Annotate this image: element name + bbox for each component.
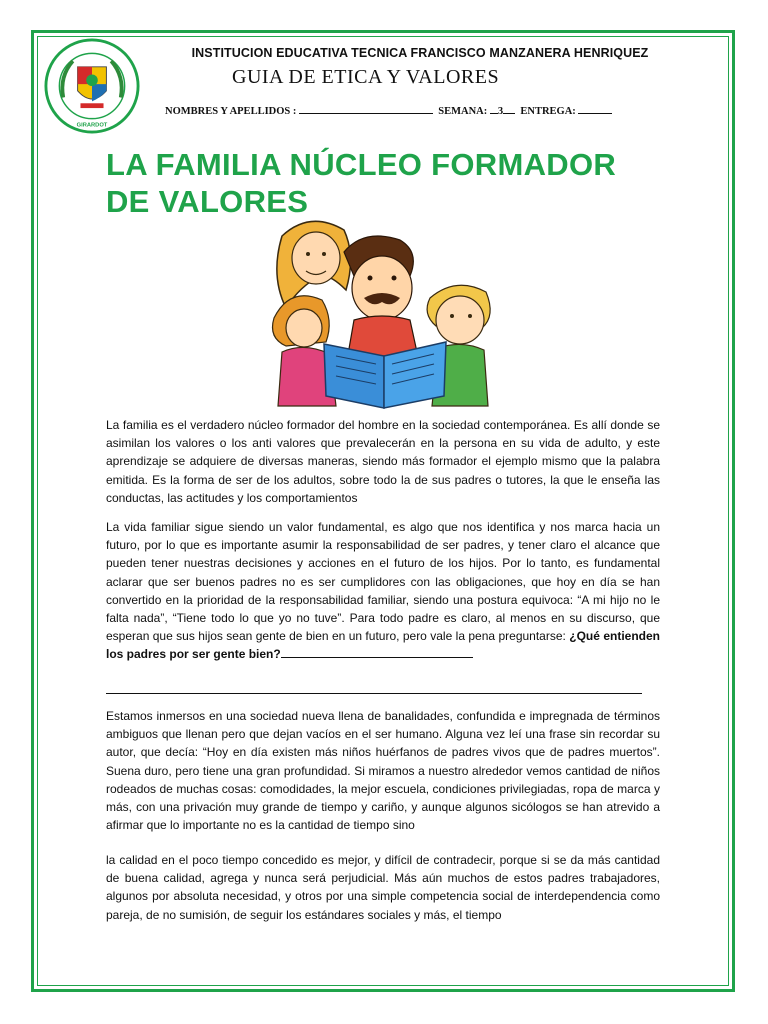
question-text: ¿Qué entienden los padres por ser gente bien? — [106, 629, 660, 662]
student-fields-row — [165, 104, 612, 117]
answer-line-inline[interactable] — [281, 646, 473, 658]
family-reading-illustration — [260, 216, 510, 412]
logo-city-text: GIRARDOT — [76, 122, 108, 129]
paragraph-4 — [106, 851, 660, 924]
delivery-blank[interactable] — [578, 104, 612, 114]
week-blank-left — [490, 104, 498, 114]
week-value: 3 — [497, 106, 504, 117]
guide-title: GUIA DE ETICA Y VALORES — [232, 66, 500, 88]
school-name: INSTITUCION EDUCATIVA TECNICA FRANCISCO MANZANERA HENRIQUEZ — [191, 46, 649, 60]
school-seal-logo — [44, 38, 140, 134]
names-label: NOMBRES Y APELLIDOS : — [165, 106, 297, 117]
paragraph-2-text: La vida familiar sigue siendo un valor fundamental, es algo que nos identifica y nos marca hacia un futuro, por lo que es importante asumir la responsabilidad de ser padres, y tener claro el alcance que pueden tener nuestras decisiones y acciones en el futuro de los hijos. Por lo tanto, es fundamental aclarar que ser buenos padres no es ser cumplidores con las obligaciones, que hoy en día se han convertido en la prioridad de la responsabilidad familiar, siendo una postura equivoca: “A mi hijo no le falta nada”, “Tiene todo lo que yo no tuve”. Para todo padre es claro, al menos en su discurso, que esperan que sus hijos sean gente de bien en un futuro, pero vale la pena preguntarse: — [106, 520, 660, 644]
answer-line-full[interactable] — [106, 693, 642, 694]
paragraph-4-text: la calidad en el poco tiempo concedido es mejor, y difícil de contradecir, porque si se da más cantidad de buena calidad, agrega y nunca será perjudicial. Más aún muchos de estos padres trabajadores, algunos por absoluta necesidad, y otros por una simple competencia social de interdependencia como pareja, de no sumisión, de seguir los estándares sociales y más, el tiempo — [106, 853, 660, 922]
paragraph-1-text: La familia es el verdadero núcleo formador del hombre en la sociedad contemporánea. Es allí donde se asimilan los valores o los anti valores que prevalecerán en la persona en su vida de adulto, y este aprendizaje se adquiere de diversas maneras, siendo más formador el ejemplo mismo que la palabra emitida. Es la forma de ser de los adultos, sobre todo la de sus padres o tutores, la que le enseña las conductas, las actitudes y los comportamientos — [106, 418, 660, 505]
week-blank-right — [503, 104, 515, 114]
paragraph-1 — [106, 416, 660, 507]
paragraph-3-text: Estamos inmersos en una sociedad nueva llena de banalidades, confundida e impregnada de términos ambiguos que llenan pero que dejan vacíos en el ser humano. Alguna vez leí una frase sin recordar su autor, que decía: “Hoy en día existen más niños huérfanos de padres vivos que de padres muertos”. Suena duro, pero tiene una gran profundidad. Si miramos a nuestro alrededor vemos cantidad de niños rodeados de muchas cosas: comodidades, la mejor escuela, condiciones privilegiadas, ropa de marca y más, con una privación muy grande de tiempo y cariño, y aunque algunos sicólogos se han atrevido a afirmar que lo importante no es la cantidad de tiempo sino — [106, 709, 660, 833]
delivery-label: ENTREGA: — [520, 106, 576, 117]
week-label: SEMANA: — [438, 106, 488, 117]
paragraph-2 — [106, 518, 660, 664]
page-title: LA FAMILIA NÚCLEO FORMADOR DE VALORES — [106, 147, 617, 219]
names-blank[interactable] — [299, 104, 433, 114]
paragraph-3 — [106, 707, 660, 834]
